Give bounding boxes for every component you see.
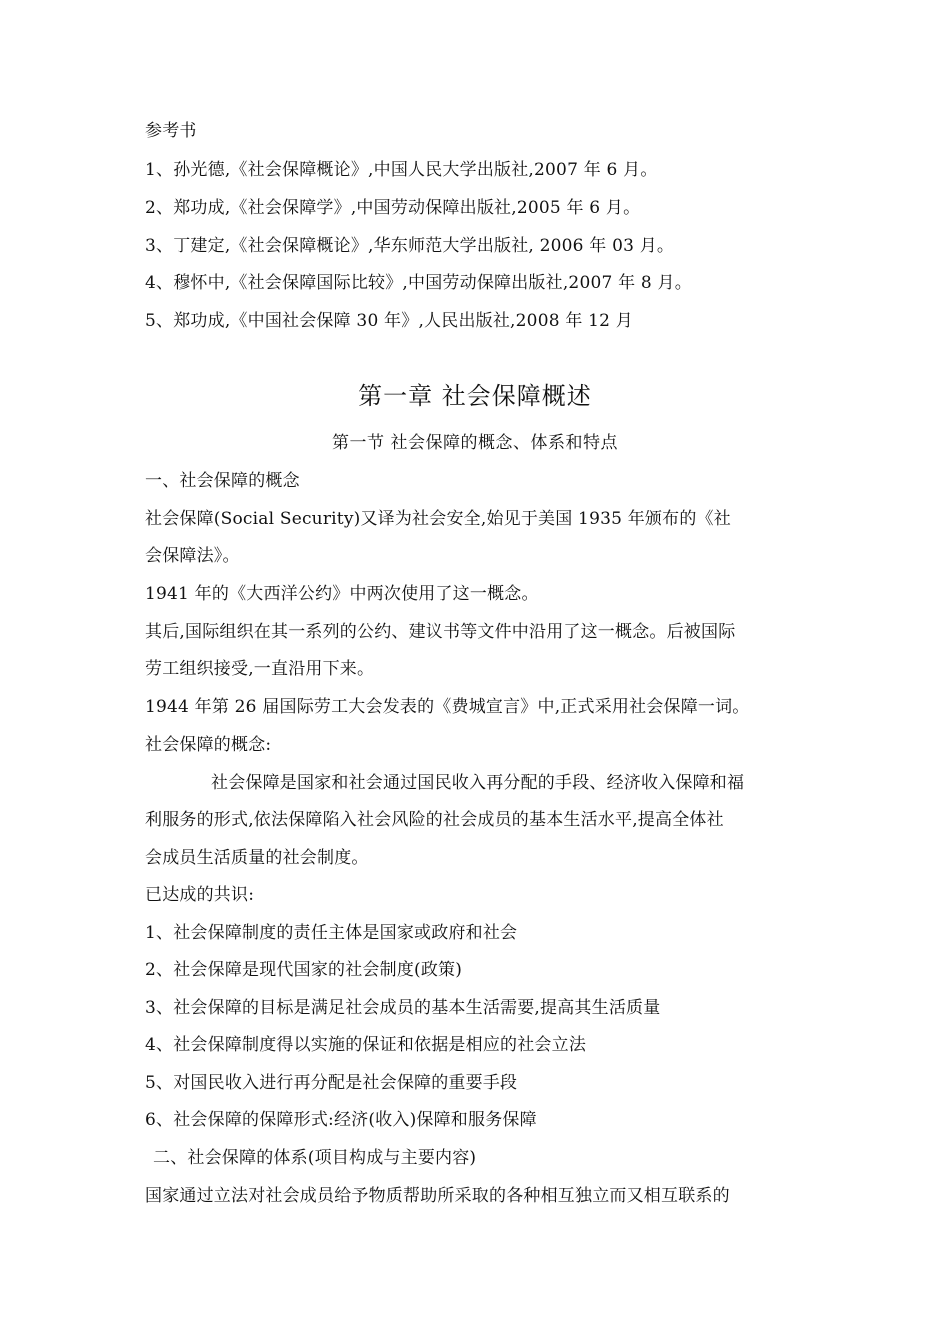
reference-item: 5、郑功成,《中国社会保障 30 年》,人民出版社,2008 年 12 月 — [145, 311, 633, 331]
part2-heading: 二、社会保障的体系(项目构成与主要内容) — [153, 1148, 477, 1168]
definition-line: 会成员生活质量的社会制度。 — [145, 848, 369, 868]
definition-line: 利服务的形式,依法保障陷入社会风险的社会成员的基本生活水平,提高全体社 — [145, 810, 724, 830]
paragraph-line: 社会保障(Social Security)又译为社会安全,始见于美国 1935 年颁布的《社 — [145, 509, 731, 529]
definition-line: 社会保障是国家和社会通过国民收入再分配的手段、经济收入保障和福 — [211, 773, 745, 793]
section-title: 第一节 社会保障的概念、体系和特点 — [332, 433, 618, 453]
paragraph-line: 1944 年第 26 届国际劳工大会发表的《费城宣言》中,正式采用社会保障一词。 — [145, 697, 750, 717]
consensus-item: 1、社会保障制度的责任主体是国家或政府和社会 — [145, 923, 518, 943]
consensus-item: 3、社会保障的目标是满足社会成员的基本生活需要,提高其生活质量 — [145, 998, 661, 1018]
paragraph-line: 国家通过立法对社会成员给予物质帮助所采取的各种相互独立而又相互联系的 — [145, 1186, 730, 1206]
paragraph-line: 会保障法》。 — [145, 546, 240, 566]
part1-heading: 一、社会保障的概念 — [145, 471, 300, 491]
consensus-item: 5、对国民收入进行再分配是社会保障的重要手段 — [145, 1073, 518, 1093]
paragraph-line: 其后,国际组织在其一系列的公约、建议书等文件中沿用了这一概念。后被国际 — [145, 622, 736, 642]
reference-item: 1、孙光德,《社会保障概论》,中国人民大学出版社,2007 年 6 月。 — [145, 160, 658, 180]
consensus-item: 6、社会保障的保障形式:经济(收入)保障和服务保障 — [145, 1110, 537, 1130]
reference-item: 2、郑功成,《社会保障学》,中国劳动保障出版社,2005 年 6 月。 — [145, 198, 641, 218]
concept-label: 社会保障的概念: — [145, 735, 272, 755]
paragraph-line: 劳工组织接受,一直沿用下来。 — [145, 659, 375, 679]
chapter-title: 第一章 社会保障概述 — [358, 382, 592, 410]
references-heading: 参考书 — [145, 121, 197, 141]
consensus-item: 4、社会保障制度得以实施的保证和依据是相应的社会立法 — [145, 1035, 587, 1055]
consensus-label: 已达成的共识: — [145, 885, 255, 905]
paragraph-line: 1941 年的《大西洋公约》中两次使用了这一概念。 — [145, 584, 539, 604]
consensus-item: 2、社会保障是现代国家的社会制度(政策) — [145, 960, 463, 980]
reference-item: 3、丁建定,《社会保障概论》,华东师范大学出版社, 2006 年 03 月。 — [145, 236, 675, 256]
reference-item: 4、穆怀中,《社会保障国际比较》,中国劳动保障出版社,2007 年 8 月。 — [145, 273, 692, 293]
